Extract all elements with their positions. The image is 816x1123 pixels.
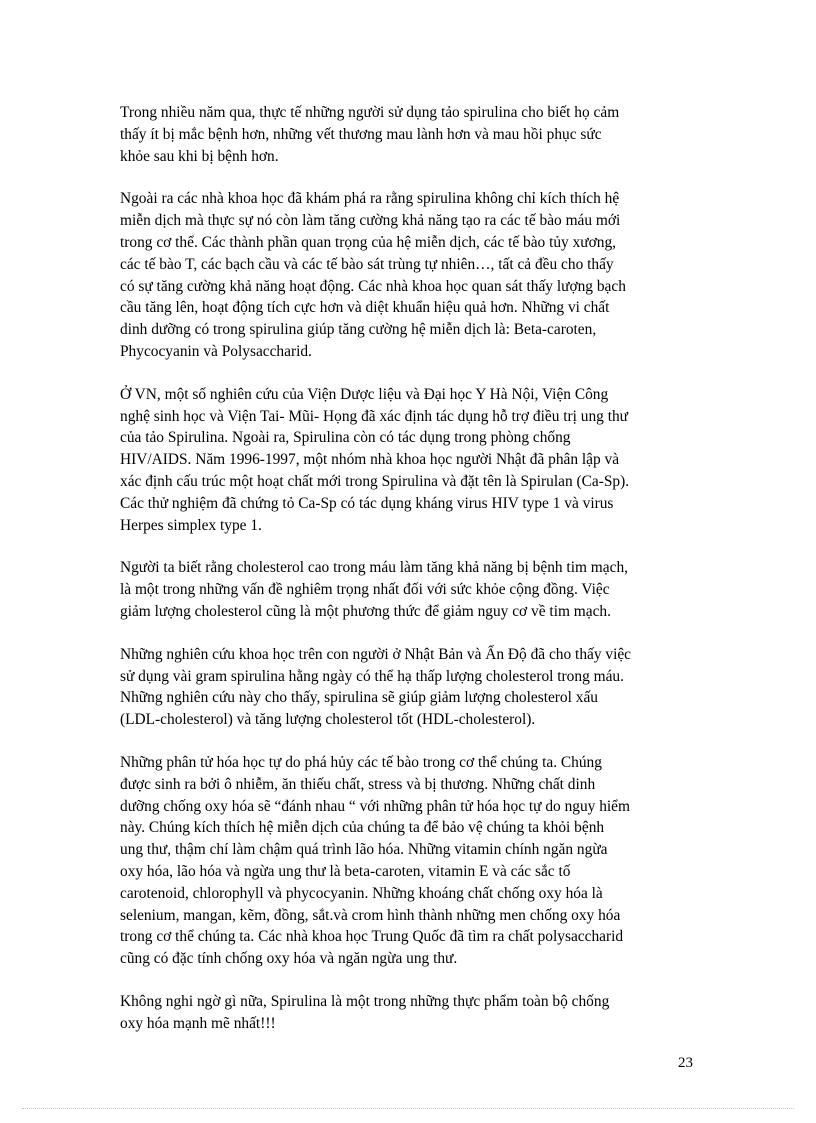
paragraph <box>120 991 702 1035</box>
text-line: Ngoài ra các nhà khoa học đã khám phá ra rằng spirulina không chỉ kích thích hệ <box>120 190 620 208</box>
text-line: thấy ít bị mắc bệnh hơn, những vết thương mau lành hơn và mau hồi phục sức <box>120 125 602 143</box>
paragraph <box>120 644 702 731</box>
text-line: oxy hóa, lão hóa và ngừa ung thư là beta-caroten, vitamin E và các sắc tố <box>120 862 571 880</box>
text-line: selenium, mangan, kẽm, đồng, sắt.và crom hình thành những men chống oxy hóa <box>120 906 621 924</box>
text-line: ung thư, thậm chí làm chậm quá trình lão hóa. Những vitamin chính ngăn ngừa <box>120 841 608 859</box>
text-line: Những nghiên cứu khoa học trên con người ở Nhật Bản và Ấn Độ đã cho thấy việc <box>120 645 632 663</box>
text-line: Herpes simplex type 1. <box>120 516 262 534</box>
text-line: khỏe sau khi bị bệnh hơn. <box>120 147 279 165</box>
text-line: cũng có đặc tính chống oxy hóa và ngăn ngừa ung thư. <box>120 950 458 968</box>
page-number: 23 <box>678 1055 693 1071</box>
text-line: nghệ sinh học và Viện Tai- Mũi- Họng đã xác định tác dụng hỗ trợ điều trị ung thư <box>120 407 629 425</box>
text-line: dưỡng chống oxy hóa sẽ “đánh nhau “ với những phân tử hóa học tự do nguy hiểm <box>120 797 630 815</box>
paragraph <box>120 102 702 167</box>
text-line: (LDL-cholesterol) và tăng lượng cholesterol tốt (HDL-cholesterol). <box>120 711 536 729</box>
text-line: Những nghiên cứu này cho thấy, spirulina sẽ giúp giảm lượng cholesterol xấu <box>120 689 598 707</box>
text-line: cầu tăng lên, hoạt động tích cực hơn và diệt khuẩn hiệu quả hơn. Những vi chất <box>120 299 610 317</box>
text-line: Trong nhiều năm qua, thực tế những người sử dụng tảo spirulina cho biết họ cảm <box>120 104 620 121</box>
text-line: dinh dưỡng có trong spirulina giúp tăng cường hệ miễn dịch là: Beta-caroten, <box>120 321 597 339</box>
text-line: có sự tăng cường khả năng hoạt động. Các nhà khoa học quan sát thấy lượng bạch <box>120 277 626 295</box>
document-body <box>120 102 702 1055</box>
text-line: Người ta biết rằng cholesterol cao trong máu làm tăng khả năng bị bệnh tim mạch, <box>120 559 628 577</box>
text-line: trong cơ thể. Các thành phần quan trọng của hệ miễn dịch, các tế bào tủy xương, <box>120 233 617 251</box>
text-line: giảm lượng cholesterol cũng là một phương thức để giảm nguy cơ về tim mạch. <box>120 602 611 620</box>
text-line: được sinh ra bởi ô nhiễm, ăn thiếu chất, stress và bị thương. Những chất dinh <box>120 775 596 793</box>
text-line: Không nghi ngờ gì nữa, Spirulina là một trong những thực phẩm toàn bộ chống <box>120 992 610 1010</box>
text-line: của tảo Spirulina. Ngoài ra, Spirulina còn có tác dụng trong phòng chống <box>120 429 571 447</box>
paragraph <box>120 188 702 362</box>
text-line: Ở VN, một số nghiên cứu của Viện Dược liệu và Đại học Y Hà Nội, Viện Công <box>120 385 609 403</box>
text-line: Những phân tử hóa học tự do phá hủy các tế bào trong cơ thể chúng ta. Chúng <box>120 753 602 771</box>
paragraph <box>120 752 702 970</box>
page-bottom-divider <box>22 1108 794 1109</box>
text-line: sử dụng vài gram spirulina hằng ngày có thể hạ thấp lượng cholesterol trong máu. <box>120 667 624 685</box>
text-line: trong cơ thể chúng ta. Các nhà khoa học Trung Quốc đã tìm ra chất polysaccharid <box>120 928 624 946</box>
text-line: xác định cấu trúc một hoạt chất mới trong Spirulina và đặt tên là Spirulan (Ca-Sp). <box>120 472 630 490</box>
text-line: các tế bào T, các bạch cầu và các tế bào sát trùng tự nhiên…, tất cả đều cho thấy <box>120 255 614 273</box>
text-line: carotenoid, chlorophyll và phycocyanin. Những khoáng chất chống oxy hóa là <box>120 884 603 902</box>
text-line: miễn dịch mà thực sự nó còn làm tăng cường khả năng tạo ra các tế bào máu mới <box>120 212 621 230</box>
text-line: là một trong những vấn đề nghiêm trọng nhất đối với sức khỏe cộng đồng. Việc <box>120 581 610 599</box>
text-line: Phycocyanin và Polysaccharid. <box>120 342 312 360</box>
paragraph <box>120 557 702 622</box>
text-line: oxy hóa mạnh mẽ nhất!!! <box>120 1014 276 1032</box>
paragraph <box>120 384 702 537</box>
text-line: HIV/AIDS. Năm 1996-1997, một nhóm nhà khoa học người Nhật đã phân lập và <box>120 451 620 469</box>
text-line: Các thử nghiệm đã chứng tỏ Ca-Sp có tác dụng kháng virus HIV type 1 và virus <box>120 494 614 512</box>
text-line: này. Chúng kích thích hệ miễn dịch của chúng ta để bảo vệ chúng ta khỏi bệnh <box>120 819 605 837</box>
